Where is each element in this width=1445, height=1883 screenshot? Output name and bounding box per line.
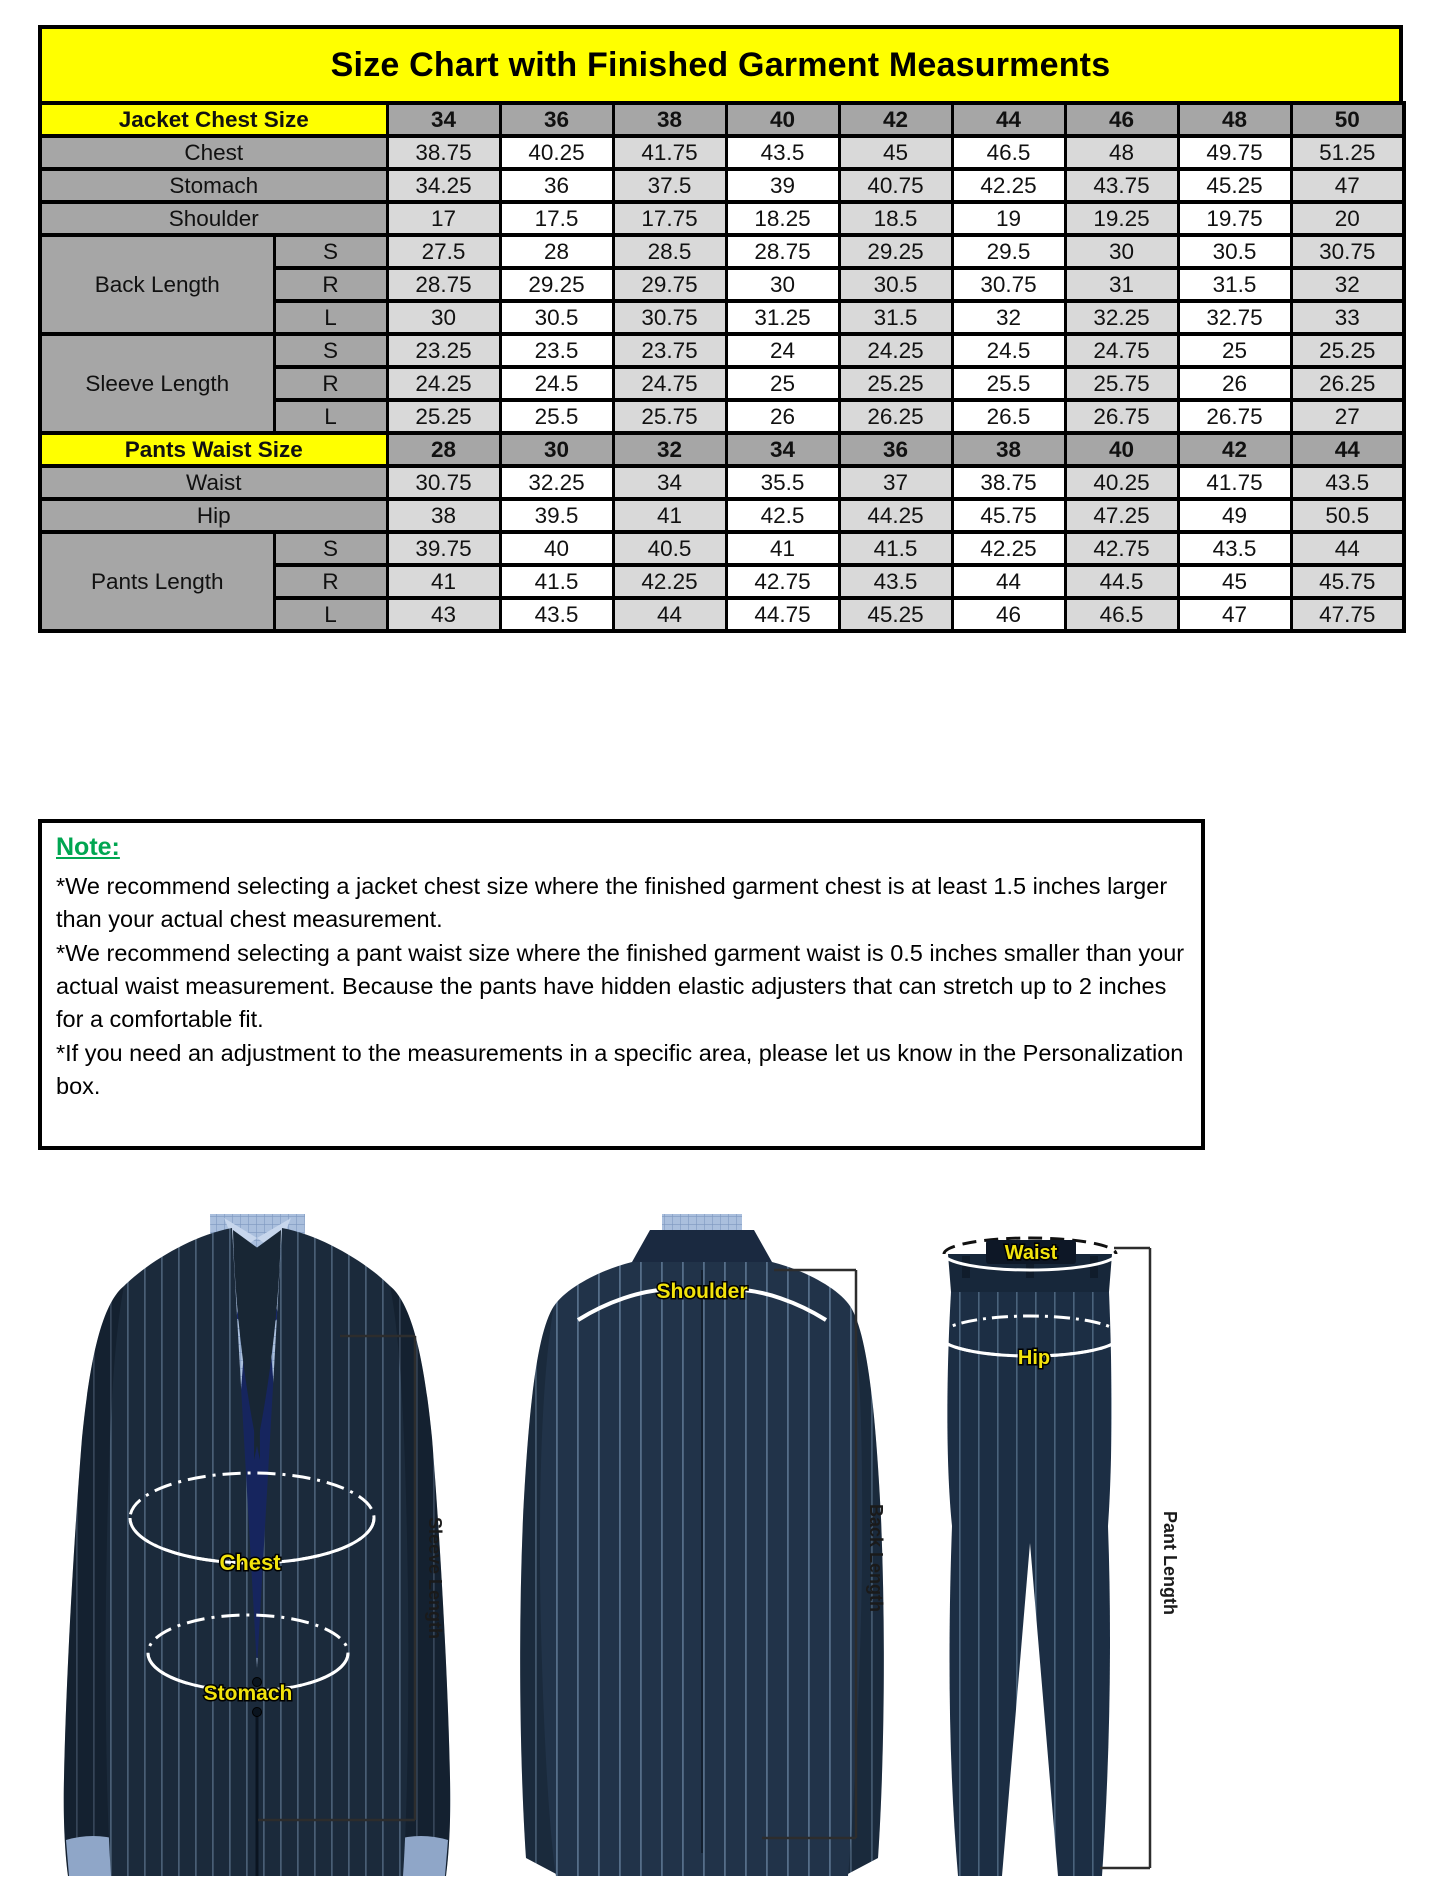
value-cell: 34 [613, 466, 726, 499]
fit-label: R [274, 565, 387, 598]
value-cell: 26.75 [1178, 400, 1291, 433]
suit-diagrams-svg [0, 1208, 1445, 1878]
value-cell: 30.75 [1291, 235, 1404, 268]
measurement-diagrams [0, 1208, 1445, 1878]
value-cell: 34.25 [387, 169, 500, 202]
value-cell: 44 [613, 598, 726, 631]
jacket-size-header-cell: 38 [613, 103, 726, 136]
value-cell: 26.25 [839, 400, 952, 433]
value-cell: 39 [726, 169, 839, 202]
jacket-size-header-cell: 42 [839, 103, 952, 136]
value-cell: 43.5 [1291, 466, 1404, 499]
fit-label: S [274, 235, 387, 268]
waist-label: Waist [1004, 1241, 1058, 1264]
value-cell: 24 [726, 334, 839, 367]
measure-row [40, 499, 1404, 532]
value-cell: 31.5 [839, 301, 952, 334]
value-cell: 44.25 [839, 499, 952, 532]
jacket-header-label: Jacket Chest Size [40, 103, 387, 136]
value-cell: 41.5 [500, 565, 613, 598]
value-cell: 46.5 [952, 136, 1065, 169]
value-cell: 33 [1291, 301, 1404, 334]
fit-label: L [274, 301, 387, 334]
value-cell: 40 [500, 532, 613, 565]
value-cell: 17.5 [500, 202, 613, 235]
measure-row [40, 202, 1404, 235]
value-cell: 24.75 [613, 367, 726, 400]
value-cell: 25.25 [387, 400, 500, 433]
fit-label: L [274, 598, 387, 631]
value-cell: 44 [1291, 532, 1404, 565]
value-cell: 24.75 [1065, 334, 1178, 367]
value-cell: 41 [726, 532, 839, 565]
value-cell: 24.25 [839, 334, 952, 367]
value-cell: 40.5 [613, 532, 726, 565]
measure-subrow [40, 532, 1404, 565]
pants-size-header-cell: 44 [1291, 433, 1404, 466]
value-cell: 26.75 [1065, 400, 1178, 433]
note-box [38, 819, 1205, 1150]
value-cell: 26 [1178, 367, 1291, 400]
value-cell: 30.5 [1178, 235, 1291, 268]
belt-loop-left [962, 1256, 970, 1278]
pants-header-label: Pants Waist Size [40, 433, 387, 466]
front-jacket-diagram [64, 1214, 451, 1876]
jacket-back-collar [632, 1230, 772, 1262]
value-cell: 26.25 [1291, 367, 1404, 400]
value-cell: 30.75 [613, 301, 726, 334]
belt-loop-right [1090, 1256, 1098, 1278]
value-cell: 31.5 [1178, 268, 1291, 301]
value-cell: 45.75 [952, 499, 1065, 532]
pants-size-header-cell: 30 [500, 433, 613, 466]
value-cell: 25.75 [1065, 367, 1178, 400]
note-lines [56, 870, 1185, 1104]
value-cell: 47.75 [1291, 598, 1404, 631]
value-cell: 28.75 [387, 268, 500, 301]
value-cell: 25.5 [500, 400, 613, 433]
value-cell: 49 [1178, 499, 1291, 532]
value-cell: 51.25 [1291, 136, 1404, 169]
value-cell: 23.25 [387, 334, 500, 367]
value-cell: 31.25 [726, 301, 839, 334]
value-cell: 30.5 [839, 268, 952, 301]
value-cell: 42.25 [952, 532, 1065, 565]
value-cell: 30.75 [952, 268, 1065, 301]
value-cell: 38.75 [387, 136, 500, 169]
note-line: *We recommend selecting a jacket chest size where the finished garment chest is at least 1.5 inches larger than your actual chest measurement. [56, 873, 1168, 933]
pants-size-header-cell: 42 [1178, 433, 1291, 466]
jacket-button-bottom [253, 1707, 262, 1716]
value-cell: 45.25 [839, 598, 952, 631]
value-cell: 27 [1291, 400, 1404, 433]
value-cell: 41.5 [839, 532, 952, 565]
pants-hip-block [947, 1292, 1111, 1526]
fit-label: S [274, 334, 387, 367]
pants-size-header-cell: 36 [839, 433, 952, 466]
value-cell: 19.25 [1065, 202, 1178, 235]
value-cell: 45.75 [1291, 565, 1404, 598]
group-label: Pants Length [40, 532, 274, 631]
jacket-size-header-cell: 48 [1178, 103, 1291, 136]
value-cell: 19.75 [1178, 202, 1291, 235]
fit-label: R [274, 367, 387, 400]
value-cell: 28.5 [613, 235, 726, 268]
group-label: Sleeve Length [40, 334, 274, 433]
value-cell: 45 [839, 136, 952, 169]
value-cell: 30.5 [500, 301, 613, 334]
value-cell: 41.75 [613, 136, 726, 169]
measure-subrow [40, 235, 1404, 268]
row-label: Waist [40, 466, 387, 499]
pants-size-header-cell: 34 [726, 433, 839, 466]
value-cell: 32.25 [500, 466, 613, 499]
value-cell: 32 [952, 301, 1065, 334]
value-cell: 42.75 [726, 565, 839, 598]
value-cell: 49.75 [1178, 136, 1291, 169]
group-label: Back Length [40, 235, 274, 334]
measure-row [40, 466, 1404, 499]
fit-label: R [274, 268, 387, 301]
row-label: Shoulder [40, 202, 387, 235]
value-cell: 44.5 [1065, 565, 1178, 598]
value-cell: 24.25 [387, 367, 500, 400]
measure-row [40, 136, 1404, 169]
jacket-size-header-cell: 34 [387, 103, 500, 136]
measure-row [40, 169, 1404, 202]
pants-size-header-cell: 32 [613, 433, 726, 466]
value-cell: 41.75 [1178, 466, 1291, 499]
value-cell: 25.75 [613, 400, 726, 433]
pants-size-header-cell: 40 [1065, 433, 1178, 466]
title-banner [38, 25, 1403, 105]
value-cell: 38 [387, 499, 500, 532]
value-cell: 29.25 [500, 268, 613, 301]
value-cell: 26.5 [952, 400, 1065, 433]
value-cell: 25 [726, 367, 839, 400]
value-cell: 48 [1065, 136, 1178, 169]
value-cell: 41 [387, 565, 500, 598]
value-cell: 29.25 [839, 235, 952, 268]
jacket-header-row [40, 103, 1404, 136]
fit-label: S [274, 532, 387, 565]
value-cell: 42.25 [613, 565, 726, 598]
value-cell: 42.5 [726, 499, 839, 532]
value-cell: 18.25 [726, 202, 839, 235]
row-label: Stomach [40, 169, 387, 202]
value-cell: 29.5 [952, 235, 1065, 268]
jacket-size-header-cell: 40 [726, 103, 839, 136]
value-cell: 30 [387, 301, 500, 334]
jacket-size-header-cell: 46 [1065, 103, 1178, 136]
value-cell: 28 [500, 235, 613, 268]
value-cell: 40.25 [1065, 466, 1178, 499]
back-length-label: Back Length [866, 1503, 886, 1612]
value-cell: 30 [726, 268, 839, 301]
value-cell: 43.5 [726, 136, 839, 169]
value-cell: 37 [839, 466, 952, 499]
value-cell: 43.5 [1178, 532, 1291, 565]
value-cell: 36 [500, 169, 613, 202]
value-cell: 19 [952, 202, 1065, 235]
fit-label: L [274, 400, 387, 433]
value-cell: 27.5 [387, 235, 500, 268]
value-cell: 43.5 [500, 598, 613, 631]
note-heading: Note: [56, 833, 120, 861]
value-cell: 17.75 [613, 202, 726, 235]
pants-size-header-cell: 38 [952, 433, 1065, 466]
value-cell: 18.5 [839, 202, 952, 235]
value-cell: 37.5 [613, 169, 726, 202]
value-cell: 40.25 [500, 136, 613, 169]
value-cell: 26 [726, 400, 839, 433]
pants-right-leg [1030, 1526, 1110, 1876]
value-cell: 23.75 [613, 334, 726, 367]
hip-label: Hip [1017, 1346, 1051, 1369]
value-cell: 38.75 [952, 466, 1065, 499]
chest-label: Chest [219, 1549, 281, 1575]
value-cell: 43.5 [839, 565, 952, 598]
row-label: Chest [40, 136, 387, 169]
value-cell: 46 [952, 598, 1065, 631]
value-cell: 45.25 [1178, 169, 1291, 202]
value-cell: 43.75 [1065, 169, 1178, 202]
size-chart-table [38, 101, 1406, 633]
value-cell: 28.75 [726, 235, 839, 268]
value-cell: 31 [1065, 268, 1178, 301]
value-cell: 29.75 [613, 268, 726, 301]
page-title: Size Chart with Finished Garment Measurments [330, 46, 1111, 84]
value-cell: 32.75 [1178, 301, 1291, 334]
value-cell: 30.75 [387, 466, 500, 499]
pants-diagram [940, 1238, 1180, 1876]
value-cell: 45 [1178, 565, 1291, 598]
jacket-size-header-cell: 36 [500, 103, 613, 136]
value-cell: 30 [1065, 235, 1178, 268]
shoulder-label: Shoulder [656, 1279, 748, 1303]
value-cell: 42.25 [952, 169, 1065, 202]
note-line: *We recommend selecting a pant waist size where the finished garment waist is 0.5 inches smaller than your actual waist measurement. Because the pants have hidden elastic adjusters that can stretch up to 2 inches for a comfortable fit. [56, 939, 1185, 1033]
pants-left-leg [950, 1526, 1030, 1876]
value-cell: 50.5 [1291, 499, 1404, 532]
pants-header-row [40, 433, 1404, 466]
value-cell: 39.75 [387, 532, 500, 565]
measure-subrow [40, 334, 1404, 367]
value-cell: 32.25 [1065, 301, 1178, 334]
value-cell: 25 [1178, 334, 1291, 367]
value-cell: 40.75 [839, 169, 952, 202]
value-cell: 47.25 [1065, 499, 1178, 532]
jacket-size-header-cell: 44 [952, 103, 1065, 136]
value-cell: 32 [1291, 268, 1404, 301]
pant-length-label: Pant Length [1160, 1510, 1180, 1615]
note-line: *If you need an adjustment to the measurements in a specific area, please let us know in the Personalization box. [56, 1039, 1184, 1100]
value-cell: 17 [387, 202, 500, 235]
value-cell: 39.5 [500, 499, 613, 532]
value-cell: 41 [613, 499, 726, 532]
value-cell: 25.25 [1291, 334, 1404, 367]
value-cell: 43 [387, 598, 500, 631]
sleeve-length-label: Sleeve Length [425, 1516, 445, 1639]
value-cell: 20 [1291, 202, 1404, 235]
value-cell: 47 [1291, 169, 1404, 202]
value-cell: 24.5 [952, 334, 1065, 367]
value-cell: 46.5 [1065, 598, 1178, 631]
value-cell: 23.5 [500, 334, 613, 367]
stomach-label: Stomach [203, 1681, 293, 1705]
value-cell: 25.25 [839, 367, 952, 400]
pants-size-header-cell: 28 [387, 433, 500, 466]
value-cell: 35.5 [726, 466, 839, 499]
value-cell: 44.75 [726, 598, 839, 631]
row-label: Hip [40, 499, 387, 532]
value-cell: 24.5 [500, 367, 613, 400]
back-jacket-diagram [520, 1214, 886, 1876]
value-cell: 47 [1178, 598, 1291, 631]
value-cell: 44 [952, 565, 1065, 598]
jacket-size-header-cell: 50 [1291, 103, 1404, 136]
value-cell: 42.75 [1065, 532, 1178, 565]
value-cell: 25.5 [952, 367, 1065, 400]
